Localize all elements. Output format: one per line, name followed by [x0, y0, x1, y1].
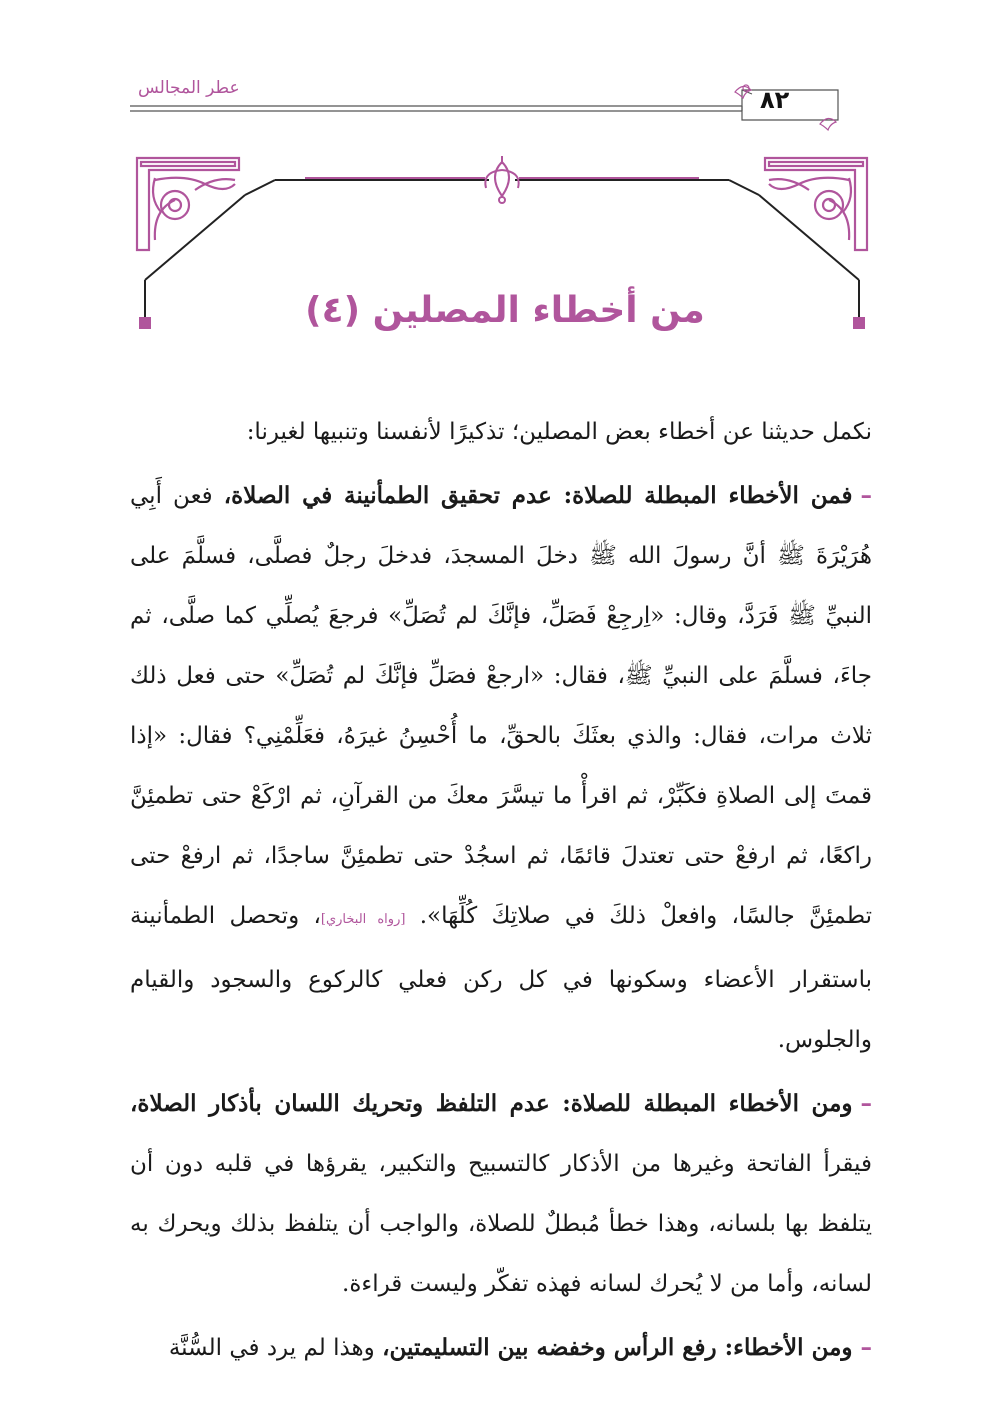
- dash-bullet: –: [860, 1334, 872, 1361]
- p1-reference: [رواه البخاري]: [320, 912, 406, 927]
- page-number: ٨٢: [760, 86, 790, 114]
- paragraph-1: [130, 466, 872, 1070]
- p2-body: فيقرأ الفاتحة وغيرها من الأذكار كالتسبيح والتكبير، يقرؤها في قلبه دون أن يتلفظ بها بلسانه، وهذا خطأ مُبطلٌ للصلاة، والواجب أن يتلفظ بذلك ويحرك به لسانه، وأما من لا يُحرك لسانه فهذه تفكّر وليست قراءة.: [130, 1151, 872, 1297]
- body-text: [130, 402, 872, 1378]
- dash-bullet: –: [860, 1090, 872, 1117]
- right-corner-ornament-icon: [765, 158, 867, 250]
- p1-tail: ، وتحصل الطمأنينة باستقرار الأعضاء وسكونها في كل ركن فعلي كالركوع والسجود والقيام والجلوس.: [130, 903, 872, 1053]
- intro-text: نكمل حديثنا عن أخطاء بعض المصلين؛ تذكيرًا لأنفسنا وتنبيها لغيرنا:: [246, 419, 872, 445]
- p2-heading: ومن الأخطاء المبطلة للصلاة: عدم التلفظ وتحريك اللسان بأذكار الصلاة،: [130, 1090, 853, 1117]
- center-fleuron-icon: [485, 156, 518, 203]
- paragraph-3: [130, 1318, 872, 1378]
- p3-body: وهذا لم يرد في السُّنَّة: [168, 1335, 383, 1361]
- book-title: عطر المجالس: [138, 78, 240, 98]
- paragraph-2: [130, 1074, 872, 1314]
- header-rules: [130, 72, 870, 132]
- p1-body: فعن أَبِي هُرَيْرَةَ ﷺ أنَّ رسولَ الله ﷺ دخلَ المسجدَ، فدخلَ رجلٌ فصلَّى، فسلَّمَ على النبيِّ ﷺ فَرَدَّ، وقال: «اِرجِعْ فَصَلِّ، فإنَّكَ لم تُصَلِّ» فرجعَ يُصلِّي كما صلَّى، ثم جاءَ، فسلَّمَ على النبيِّ ﷺ، فقال: «ارجعْ فصَلِّ فإنَّكَ لم تُصَلِّ» حتى فعل ذلك ثلاث مرات، فقال: والذي بعثَكَ بالحقِّ، ما أُحْسِنُ غيرَهُ، فعَلِّمْنِي؟ فقال: «إذا قمتَ إلى الصلاةِ فكَبِّرْ، ثم اقرأْ ما تيسَّرَ معكَ من القرآنِ، ثم ارْكَعْ حتى تطمئِنَّ راكعًا، ثم ارفعْ حتى تعتدلَ قائمًا، ثم اسجُدْ حتى تطمئِنَّ ساجدًا، ثم ارفعْ حتى تطمئِنَّ جالسًا، وافعلْ ذلكَ في صلاتِكَ كُلِّهَا».: [130, 483, 873, 929]
- dash-bullet: –: [860, 482, 872, 509]
- left-corner-ornament-icon: [137, 158, 239, 250]
- p3-heading: ومن الأخطاء: رفع الرأس وخفضه بين التسليمتين،: [382, 1334, 853, 1361]
- chapter-title: من أخطاء المصلين (٤): [305, 290, 705, 331]
- p1-heading: فمن الأخطاء المبطلة للصلاة: عدم تحقيق الطمأنينة في الصلاة،: [223, 482, 853, 509]
- page-header: [130, 72, 870, 132]
- intro-paragraph: [130, 402, 872, 462]
